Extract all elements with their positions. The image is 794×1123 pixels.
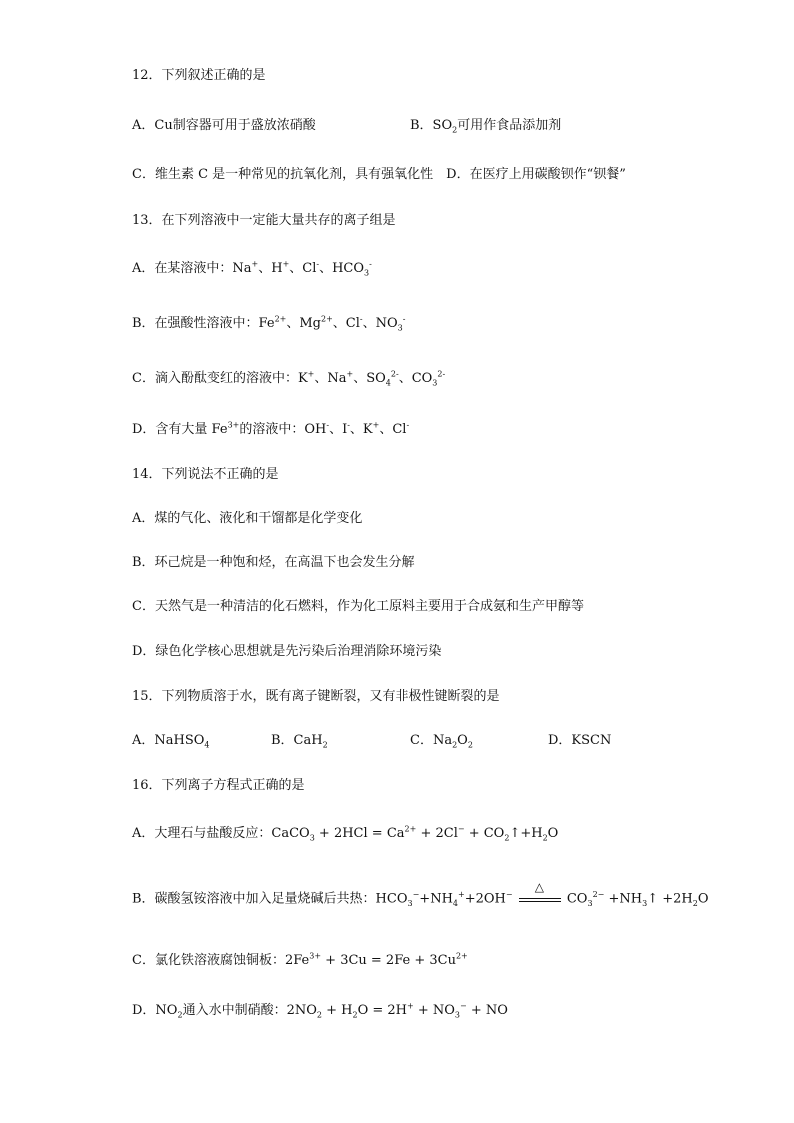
- q13-option-d: D．含有大量 $Fe^{3+}$的溶液中：OH-、I-、K+、Cl-: [132, 420, 410, 437]
- q14-option-c: C．天然气是一种清洁的化石燃料，作为化工原料主要用于合成氨和生产甲醇等: [132, 599, 584, 614]
- q15-option-b: B．CaH$_2$: [271, 733, 328, 750]
- q13-option-a: A．在某溶液中：Na+、H+、Cl-、$HCO_3^-$: [132, 259, 372, 278]
- q14-option-a: A．煤的气化、液化和干馏都是化学变化: [132, 511, 363, 526]
- q16-option-d: D．$NO_2$通入水中制硝酸：$2NO_2 + H_2O = 2H^+ + NO_3^-$ + NO: [132, 1001, 508, 1020]
- q14-option-b: B．环己烷是一种饱和烃，在高温下也会发生分解: [132, 555, 415, 570]
- q15-option-a: A．NaHSO$_4$: [132, 733, 210, 750]
- q14-option-d: D．绿色化学核心思想就是先污染后治理消除环境污染: [132, 644, 442, 659]
- q12-option-b: B．$SO_2$可用作食品添加剂: [410, 118, 562, 135]
- q14-stem: 14．下列说法不正确的是: [132, 467, 279, 482]
- q15-option-c: C．$Na_2O_2$: [410, 733, 473, 750]
- q12-option-cd: C．维生素 C 是一种常见的抗氧化剂，具有强氧化性 D．在医疗上用碳酸钡作“钡餐”: [132, 167, 626, 182]
- q12-option-a: A．Cu制容器可用于盛放浓硝酸: [132, 118, 316, 133]
- q12-stem: 12．下列叙述正确的是: [132, 68, 266, 83]
- q13-stem: 13．在下列溶液中一定能大量共存的离子组是: [132, 213, 396, 228]
- q15-stem: 15．下列物质溶于水，既有离子键断裂，又有非极性键断裂的是: [132, 689, 500, 704]
- q16-option-a: A．大理石与盐酸反应：CaCO$_3$ + $2HCl = Ca^{2+} + 2Cl^-$ + $CO_2↑+H_2O$: [132, 824, 559, 843]
- q16-stem: 16．下列离子方程式正确的是: [132, 778, 305, 793]
- q16-option-c: C．氯化铁溶液腐蚀铜板：$2Fe^{3+} + 3Cu = 2Fe + 3Cu^{2+}$: [132, 951, 468, 968]
- q15-option-d: D．KSCN: [548, 733, 612, 748]
- q13-option-b: B．在强酸性溶液中：$Fe^{2+}$、$Mg^{2+}$、Cl-、$NO_3^-$: [132, 314, 406, 333]
- q16-option-b: B．碳酸氢铵溶液中加入足量烧碱后共热：$HCO_3^-+NH_4^++2OH^-$ △ $CO_3^{2-}$ $+NH_3↑ +2H_2O$: [132, 880, 709, 909]
- q13-option-c: C．滴入酚酞变红的溶液中：K+、Na+、$SO_4^{2-}$、$CO_3^{2-}$: [132, 369, 446, 388]
- heating-equals-sign: △: [517, 890, 563, 908]
